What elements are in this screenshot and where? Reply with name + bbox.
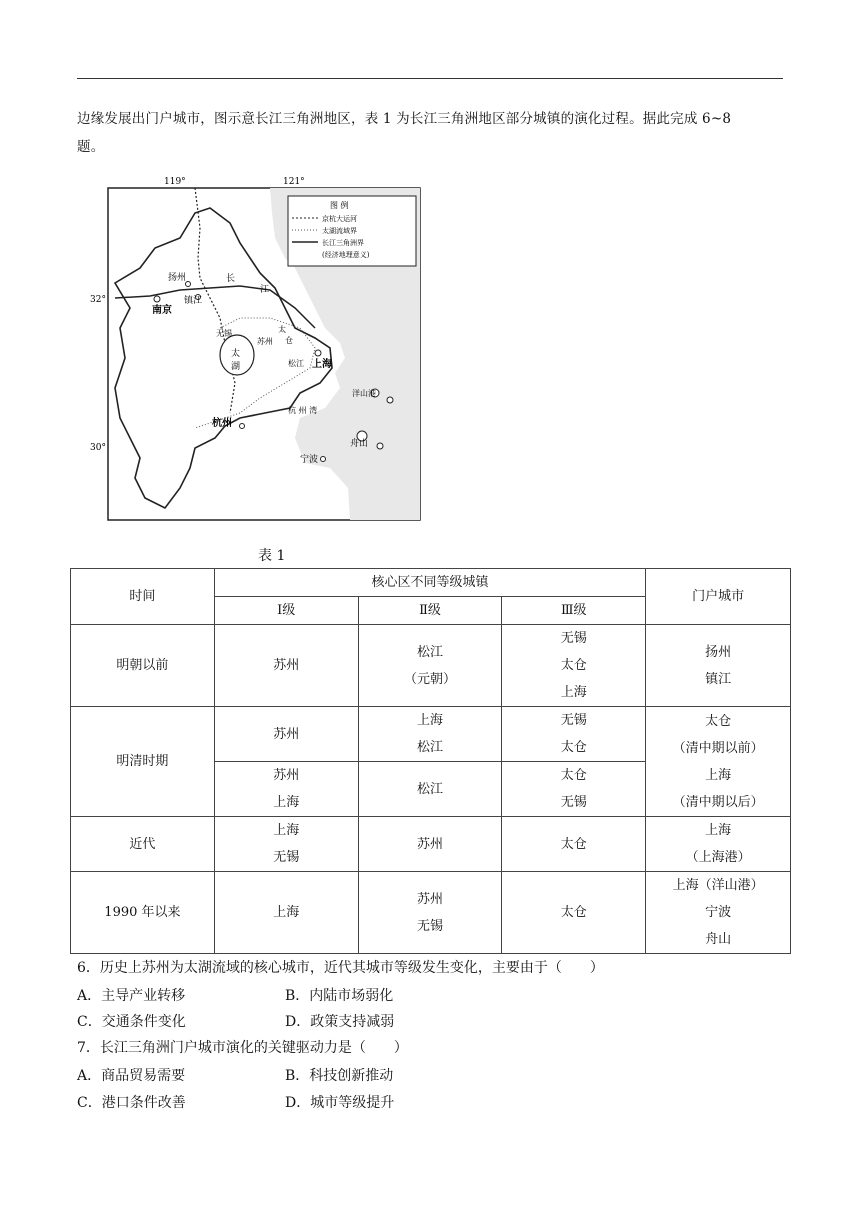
legend-title: 图 例 bbox=[330, 201, 349, 210]
cell-l3: 无锡 太仓 上海 bbox=[502, 625, 646, 707]
cell-l2: 松江 bbox=[358, 762, 502, 817]
place-tai: 太 bbox=[278, 325, 286, 334]
table-row bbox=[71, 625, 791, 707]
yangtze-delta-map bbox=[90, 168, 430, 524]
cell-l2: 苏州 无锡 bbox=[358, 872, 502, 954]
cell-l2: 苏州 bbox=[358, 817, 502, 872]
city-evolution-table bbox=[70, 568, 791, 954]
place-cang: 仓 bbox=[285, 336, 293, 345]
header-level1: Ⅰ级 bbox=[214, 597, 358, 625]
table-row bbox=[71, 872, 791, 954]
header-time: 时间 bbox=[71, 569, 215, 625]
cell-l1: 苏州 bbox=[214, 707, 358, 762]
cell-time: 1990 年以来 bbox=[71, 872, 215, 954]
cell-gateway: 太仓 （清中期以前） 上海 （清中期以后） bbox=[646, 707, 791, 817]
intro-line-1: 边缘发展出门户城市，图示意长江三角洲地区，表 1 为长江三角洲地区部分城镇的演化过程。据此完成 6~8 bbox=[77, 111, 732, 127]
place-chang: 长 bbox=[226, 274, 236, 284]
q7-option-d[interactable]: D．城市等级提升 bbox=[285, 1095, 395, 1111]
place-nanjing: 南京 bbox=[152, 305, 172, 316]
lat-30: 30° bbox=[90, 443, 106, 453]
cell-time: 明清时期 bbox=[71, 707, 215, 817]
top-rule bbox=[77, 78, 783, 79]
q6-option-d[interactable]: D．政策支持减弱 bbox=[285, 1014, 395, 1030]
cell-l1: 苏州 上海 bbox=[214, 762, 358, 817]
lon-119: 119° bbox=[164, 177, 186, 187]
q6-option-b[interactable]: B．内陆市场弱化 bbox=[285, 988, 394, 1004]
place-jiang: 江 bbox=[260, 285, 270, 295]
q7-option-b[interactable]: B．科技创新推动 bbox=[285, 1068, 394, 1084]
intro-paragraph bbox=[77, 105, 797, 161]
lon-121: 121° bbox=[283, 177, 305, 187]
lake-hu: 湖 bbox=[231, 362, 241, 372]
legend-note: (经济地理意义) bbox=[322, 251, 370, 259]
place-yangshan: 洋山港 bbox=[352, 389, 376, 398]
place-suzhou: 苏州 bbox=[257, 337, 273, 346]
cell-gateway: 上海 （上海港） bbox=[646, 817, 791, 872]
cell-l1: 上海 bbox=[214, 872, 358, 954]
cell-time: 明朝以前 bbox=[71, 625, 215, 707]
place-ningbo: 宁波 bbox=[300, 455, 319, 465]
header-level2: Ⅱ级 bbox=[358, 597, 502, 625]
cell-gateway: 扬州 镇江 bbox=[646, 625, 791, 707]
table-row bbox=[71, 817, 791, 872]
header-core: 核心区不同等级城镇 bbox=[214, 569, 645, 597]
cell-l3: 太仓 无锡 bbox=[502, 762, 646, 817]
place-zhoushan: 舟山 bbox=[350, 439, 369, 449]
place-yangzhou: 扬州 bbox=[168, 273, 187, 283]
place-shanghai: 上海 bbox=[312, 359, 332, 370]
q6-option-a[interactable]: A．主导产业转移 bbox=[77, 988, 186, 1004]
q7-option-c[interactable]: C．港口条件改善 bbox=[77, 1095, 186, 1111]
place-wuxi: 无锡 bbox=[216, 329, 232, 338]
legend-canal: 京杭大运河 bbox=[322, 215, 357, 223]
table-caption: 表 1 bbox=[258, 548, 286, 564]
table-row bbox=[71, 707, 791, 762]
place-hangzhou: 杭州 bbox=[212, 418, 232, 429]
header-gateway: 门户城市 bbox=[646, 569, 791, 625]
cell-time: 近代 bbox=[71, 817, 215, 872]
question-6-stem: 6．历史上苏州为太湖流域的核心城市，近代其城市等级发生变化，主要由于（ ） bbox=[77, 960, 604, 976]
cell-gateway: 上海（洋山港） 宁波 舟山 bbox=[646, 872, 791, 954]
q7-option-a[interactable]: A．商品贸易需要 bbox=[77, 1068, 186, 1084]
q6-option-c[interactable]: C．交通条件变化 bbox=[77, 1014, 186, 1030]
cell-l2: 上海 松江 bbox=[358, 707, 502, 762]
bay-hangzhou: 杭 州 湾 bbox=[288, 406, 318, 415]
cell-l1: 苏州 bbox=[214, 625, 358, 707]
lat-32: 32° bbox=[90, 295, 106, 305]
cell-l3: 太仓 bbox=[502, 872, 646, 954]
legend-basin: 太湖流域界 bbox=[322, 227, 357, 235]
intro-line-2: 题。 bbox=[77, 139, 105, 155]
cell-l3: 太仓 bbox=[502, 817, 646, 872]
cell-l2: 松江 （元朝） bbox=[358, 625, 502, 707]
place-zhenjiang: 镇江 bbox=[184, 296, 203, 306]
header-level3: Ⅲ级 bbox=[502, 597, 646, 625]
place-songjiang: 松江 bbox=[288, 359, 304, 368]
legend-delta: 长江三角洲界 bbox=[322, 239, 364, 247]
cell-l3: 无锡 太仓 bbox=[502, 707, 646, 762]
question-7-stem: 7．长江三角洲门户城市演化的关键驱动力是（ ） bbox=[77, 1040, 408, 1056]
lake-tai: 太 bbox=[231, 349, 241, 359]
cell-l1: 上海 无锡 bbox=[214, 817, 358, 872]
